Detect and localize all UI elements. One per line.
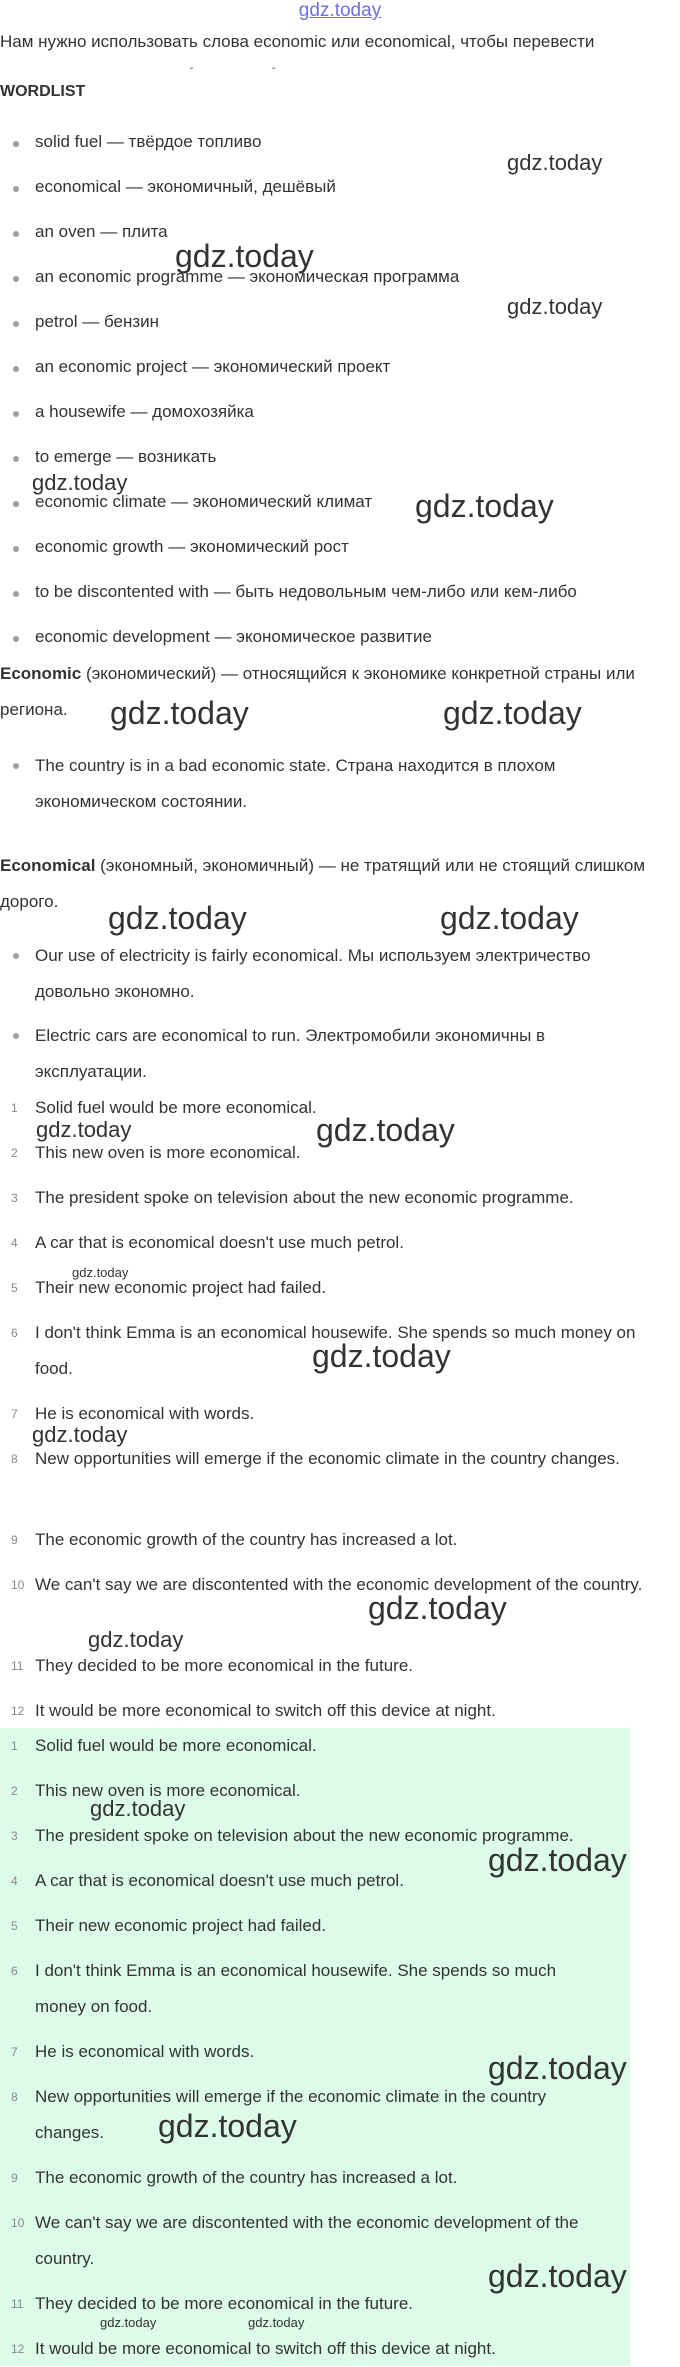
answer-number: 11 bbox=[11, 2297, 24, 2311]
answer-number: 3 bbox=[11, 1829, 18, 1843]
watermark: gdz.today bbox=[443, 695, 582, 731]
watermark: gdz.today bbox=[32, 470, 128, 495]
answer-item bbox=[0, 1693, 645, 1729]
answer-text: The president spoke on television about the new economic programme. bbox=[35, 1188, 574, 1207]
answer-text: I don't think Emma is an economical housewife. She spends so much money on food. bbox=[35, 1323, 636, 1378]
watermark: gdz.today bbox=[312, 1338, 451, 1374]
answer-number: 10 bbox=[11, 2216, 25, 2230]
wordlist-item: petrol — бензин bbox=[0, 310, 680, 355]
answer-text: We can't say we are discontented with the economic development of the country. bbox=[35, 1575, 643, 1594]
wordlist-item: an oven — плита bbox=[0, 220, 680, 265]
watermark: gdz.today bbox=[507, 294, 603, 319]
answer-text: A car that is economical doesn't use much petrol. bbox=[35, 1233, 404, 1252]
wordlist-item: economic growth — экономический рост bbox=[0, 535, 680, 580]
answer-item bbox=[0, 1441, 645, 1477]
answer-item bbox=[0, 1728, 625, 1764]
answer-item bbox=[0, 2079, 595, 2151]
answer-item bbox=[0, 1818, 630, 1854]
answer-number: 8 bbox=[11, 2090, 18, 2104]
answer-number: 5 bbox=[11, 1919, 18, 1933]
answer-number: 5 bbox=[11, 1281, 18, 1295]
answer-text: Their new economic project had failed. bbox=[35, 1278, 327, 1297]
watermark: gdz.today bbox=[110, 695, 249, 731]
watermark: gdz.today bbox=[108, 900, 247, 936]
answer-item bbox=[0, 1225, 645, 1261]
watermark: gdz.today bbox=[415, 488, 554, 524]
answer-item bbox=[0, 1090, 645, 1126]
answer-item bbox=[0, 1953, 595, 2025]
economic-term: Economic bbox=[0, 664, 82, 683]
example-item: Electric cars are economical to run. Электромобили экономичны в эксплуатации. bbox=[0, 1018, 660, 1090]
answer-number: 11 bbox=[11, 1659, 24, 1673]
watermark: gdz.today bbox=[488, 2258, 627, 2294]
answer-number: 12 bbox=[11, 2342, 25, 2356]
answer-item bbox=[0, 1863, 625, 1899]
watermark: gdz.today bbox=[36, 1117, 132, 1142]
answer-number: 10 bbox=[11, 1578, 25, 1592]
answer-text: It would be more economical to switch off this device at night. bbox=[35, 2339, 496, 2358]
answer-text: A car that is economical doesn't use much petrol. bbox=[35, 1871, 404, 1890]
wordlist-item: a housewife — домохозяйка bbox=[0, 400, 680, 445]
answer-item bbox=[0, 2160, 625, 2196]
answer-text: He is economical with words. bbox=[35, 1404, 255, 1423]
answer-item bbox=[0, 1648, 645, 1684]
intro-cut-marks: ˘ ˘ bbox=[190, 67, 314, 78]
answer-number: 2 bbox=[11, 1146, 18, 1160]
watermark: gdz.today bbox=[72, 1265, 129, 1280]
answer-item bbox=[0, 1270, 645, 1306]
answer-number: 6 bbox=[11, 1326, 18, 1340]
wordlist-item: an economic programme — экономическая программа bbox=[0, 265, 680, 310]
answer-text: They decided to be more economical in the future. bbox=[35, 1656, 413, 1675]
answer-number: 12 bbox=[11, 1704, 25, 1718]
answer-text: New opportunities will emerge if the economic climate in the country changes. bbox=[35, 1449, 620, 1468]
site-watermark-link[interactable]: gdz.today bbox=[298, 0, 382, 21]
watermark: gdz.today bbox=[175, 238, 314, 274]
answer-number: 4 bbox=[11, 1874, 18, 1888]
answer-number: 7 bbox=[11, 1407, 18, 1421]
wordlist-item: to be discontented with — быть недовольным чем-либо или кем-либо bbox=[0, 580, 680, 625]
wordlist-item: an economic project — экономический проект bbox=[0, 355, 680, 400]
wordlist-item: economical — экономичный, дешёвый bbox=[0, 175, 680, 220]
answer-item bbox=[0, 1908, 625, 1944]
wordlist-title: WORDLIST bbox=[0, 83, 86, 100]
answer-text: It would be more economical to switch off this device at night. bbox=[35, 1701, 496, 1720]
answer-text: This new oven is more economical. bbox=[35, 1143, 301, 1162]
answer-text: I don't think Emma is an economical housewife. She spends so much money on food. bbox=[35, 1961, 557, 2016]
answer-text: The president spoke on television about the new economic programme. bbox=[35, 1826, 574, 1845]
watermark: gdz.today bbox=[100, 2315, 157, 2330]
answer-item bbox=[0, 2205, 595, 2277]
answer-text: The economic growth of the country has increased a lot. bbox=[35, 2168, 458, 2187]
economical-examples bbox=[0, 938, 660, 1090]
answer-number: 7 bbox=[11, 2045, 18, 2059]
answer-number: 8 bbox=[11, 1452, 18, 1466]
wordlist-item: economic climate — экономический климат bbox=[0, 490, 680, 535]
example-item: The country is in a bad economic state. Страна находится в плохом экономическом состоянии. bbox=[0, 748, 660, 820]
answer-text: Solid fuel would be more economical. bbox=[35, 1736, 317, 1755]
intro-text: Нам нужно использовать слова economic или economical, чтобы перевести bbox=[0, 32, 595, 51]
wordlist-item: economic development — экономическое развитие bbox=[0, 625, 680, 670]
answer-item bbox=[0, 2034, 625, 2070]
answer-text: Their new economic project had failed. bbox=[35, 1916, 327, 1935]
answer-number: 2 bbox=[11, 1784, 18, 1798]
economical-term: Economical bbox=[0, 856, 96, 875]
wordlist-item: to emerge — возникать bbox=[0, 445, 680, 490]
answer-text: He is economical with words. bbox=[35, 2042, 255, 2061]
answer-item bbox=[0, 1180, 645, 1216]
economic-definition bbox=[0, 656, 670, 728]
economical-definition bbox=[0, 848, 670, 920]
economic-examples bbox=[0, 748, 660, 820]
watermark: gdz.today bbox=[248, 2315, 305, 2330]
answer-number: 4 bbox=[11, 1236, 18, 1250]
answer-number: 1 bbox=[11, 1101, 18, 1115]
answer-item bbox=[0, 1315, 645, 1387]
answer-number: 9 bbox=[11, 2171, 18, 2185]
answer-item bbox=[0, 1567, 645, 1603]
watermark: gdz.today bbox=[158, 2108, 297, 2144]
answer-text: They decided to be more economical in the future. bbox=[35, 2294, 413, 2313]
example-item: Our use of electricity is fairly economical. Мы используем электричество довольно экономно. bbox=[0, 938, 660, 1010]
answer-text: The economic growth of the country has increased a lot. bbox=[35, 1530, 458, 1549]
answer-text: Solid fuel would be more economical. bbox=[35, 1098, 317, 1117]
answer-text: New opportunities will emerge if the economic climate in the country changes. bbox=[35, 2087, 547, 2142]
wordlist-item: solid fuel — твёрдое топливо bbox=[0, 130, 680, 175]
answer-item bbox=[0, 1135, 645, 1171]
watermark: gdz.today bbox=[90, 1796, 186, 1821]
answer-number: 1 bbox=[11, 1739, 18, 1753]
wordlist bbox=[0, 130, 680, 670]
answer-item bbox=[0, 2286, 625, 2322]
answer-number: 9 bbox=[11, 1533, 18, 1547]
watermark: gdz.today bbox=[368, 1590, 507, 1626]
watermark: gdz.today bbox=[316, 1112, 455, 1148]
answer-item bbox=[0, 1396, 645, 1432]
answer-number: 3 bbox=[11, 1191, 18, 1205]
economical-definition-text: (экономный, экономичный) — не тратящий или не стоящий слишком дорого. bbox=[0, 856, 646, 911]
watermark: gdz.today bbox=[32, 1422, 128, 1447]
watermark: gdz.today bbox=[488, 1842, 627, 1878]
economic-definition-text: (экономический) — относящийся к экономике конкретной страны или региона. bbox=[0, 664, 635, 719]
watermark: gdz.today bbox=[88, 1627, 184, 1652]
answer-text: This new oven is more economical. bbox=[35, 1781, 301, 1800]
answer-text: We can't say we are discontented with the economic development of the country. bbox=[35, 2213, 579, 2268]
watermark: gdz.today bbox=[507, 150, 603, 175]
answer-number: 6 bbox=[11, 1964, 18, 1978]
answer-item bbox=[0, 1773, 625, 1809]
watermark: gdz.today bbox=[440, 900, 579, 936]
watermark: gdz.today bbox=[488, 2050, 627, 2086]
answer-item bbox=[0, 1522, 645, 1558]
answer-item bbox=[0, 2331, 625, 2367]
